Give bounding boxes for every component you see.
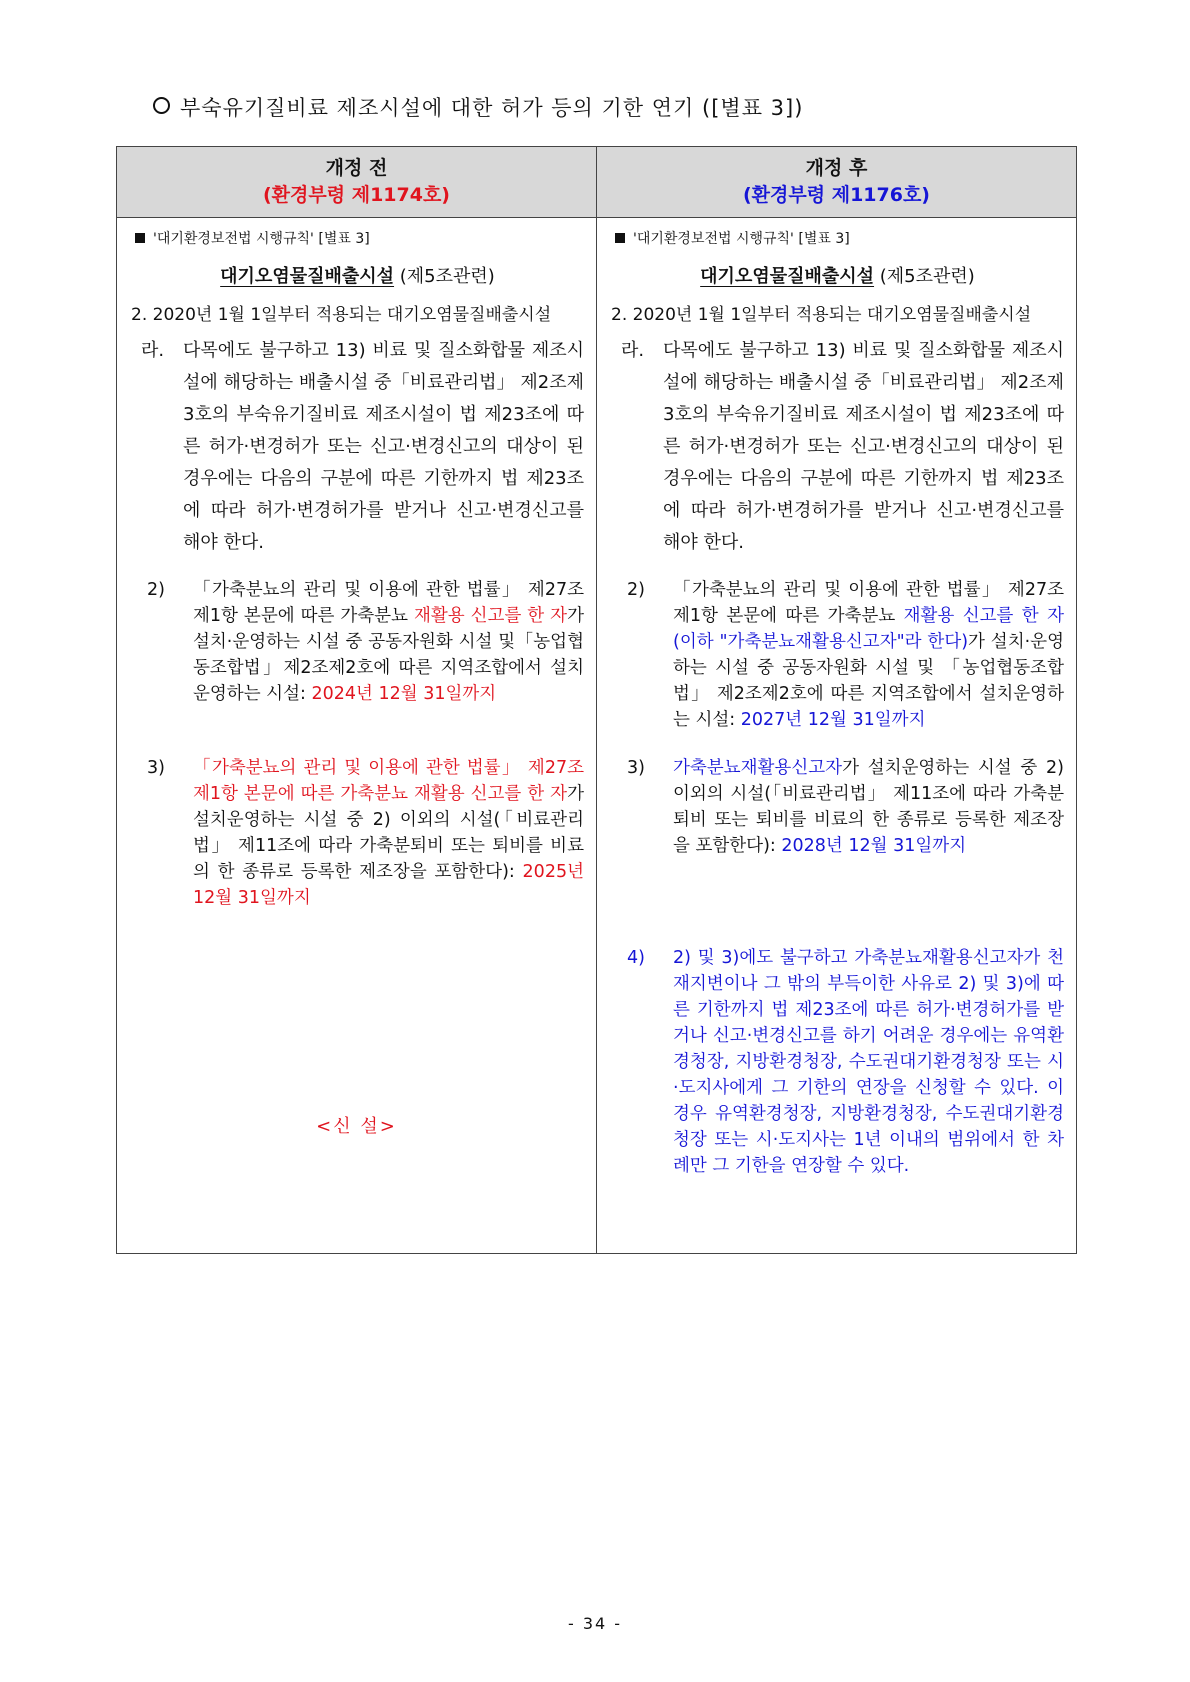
subitem-4: 4) 2) 및 3)에도 불구하고 가축분뇨재활용신고자가 천재지변이나 그 밖의 부득이한 사유로 2) 및 3)에 따른 기한까지 법 제23조에 따른 허가·변경허가를 받거나 신고·변경신고를 하기 어려운 경우에는 유역환경청장, 지방환경청장, 수도권대기환경청장 또는 시·도지사에게 그 기한의 연장을 신청할 수 있다. 이 경우 유역환경청장, 지방환경청장, 수도권대기환경청장 또는 시·도지사는 1년 이내의 범위에서 한 차례만 그 기한을 연장할 수 있다.: [627, 948, 1064, 1176]
header-before-decree: (환경부령 제1174호): [263, 184, 450, 206]
annex-title: 대기오염물질배출시설 (제5조관련): [220, 266, 495, 287]
page-number: - 34 -: [567, 1614, 623, 1633]
header-before: [117, 147, 597, 218]
header-before-title: 개정 전: [325, 157, 388, 179]
new-provision-marker: <신 설>: [316, 1116, 397, 1137]
subitem-3: 3) 「가축분뇨의 관리 및 이용에 관한 법률」 제27조제1항 본문에 따른 가축분뇨 재활용 신고를 한 자가 설치운영하는 시설 중 2) 이외의 시설(「비료관리법」 제11조에 따라 가축분퇴비 또는 퇴비를 비료의 한 종류로 등록한 제조장을 포함한다): 2025년 12월 31일까지: [147, 758, 584, 908]
paragraph-ra: 라. 다목에도 불구하고 13) 비료 및 질소화합물 제조시설에 해당하는 배출시설 중「비료관리법」 제2조제3호의 부숙유기질비료 제조시설이 법 제23조에 따른 허가·변경허가 또는 신고·변경신고의 대상이 된 경우에는 다음의 구분에 따른 기한까지 법 제23조에 따라 허가·변경허가를 받거나 신고·변경신고를 해야 한다.: [621, 340, 1064, 553]
item-2: 2. 2020년 1월 1일부터 적용되는 대기오염물질배출시설: [611, 305, 1032, 325]
source-note: '대기환경보전법 시행규칙' [별표 3]: [135, 228, 584, 248]
paragraph-ra: 라. 다목에도 불구하고 13) 비료 및 질소화합물 제조시설에 해당하는 배출시설 중「비료관리법」 제2조제3호의 부숙유기질비료 제조시설이 법 제23조에 따른 허가·변경허가 또는 신고·변경신고의 대상이 된 경우에는 다음의 구분에 따른 기한까지 법 제23조에 따라 허가·변경허가를 받거나 신고·변경신고를 해야 한다.: [141, 340, 584, 553]
header-after-title: 개정 후: [805, 157, 868, 179]
section-heading: [153, 92, 803, 122]
subitem-3: 3) 가축분뇨재활용신고자가 설치운영하는 시설 중 2) 이외의 시설(「비료관리법」 제11조에 따라 가축분퇴비 또는 퇴비를 비료의 한 종류로 등록한 제조장을 포함한다): 2028년 12월 31일까지: [627, 758, 1064, 856]
comparison-table: [116, 146, 1077, 1254]
circle-bullet-icon: [153, 97, 170, 114]
square-bullet-icon: [135, 233, 145, 243]
header-after-decree: (환경부령 제1176호): [743, 184, 930, 206]
cell-after: [597, 218, 1077, 1254]
cell-before: [117, 218, 597, 1254]
square-bullet-icon: [615, 233, 625, 243]
source-note: '대기환경보전법 시행규칙' [별표 3]: [615, 228, 1064, 248]
header-after: [597, 147, 1077, 218]
item-2: 2. 2020년 1월 1일부터 적용되는 대기오염물질배출시설: [131, 305, 552, 325]
subitem-2: 2) 「가축분뇨의 관리 및 이용에 관한 법률」 제27조제1항 본문에 따른 가축분뇨 재활용 신고를 한 자(이하 "가축분뇨재활용신고자"라 한다)가 설치·운영하는 시설 중 공동자원화 시설 및 「농업협동조합법」 제2조제2호에 따른 지역조합에서 설치운영하는 시설: 2027년 12월 31일까지: [627, 580, 1064, 730]
annex-title: 대기오염물질배출시설 (제5조관련): [700, 266, 975, 287]
subitem-2: 2) 「가축분뇨의 관리 및 이용에 관한 법률」 제27조제1항 본문에 따른 가축분뇨 재활용 신고를 한 자가 설치·운영하는 시설 중 공동자원화 시설 및「농업협동조합법」제2조제2호에 따른 지역조합에서 설치운영하는 시설: 2024년 12월 31일까지: [147, 580, 584, 704]
heading-text: 부숙유기질비료 제조시설에 대한 허가 등의 기한 연기 ([별표 3]): [180, 96, 804, 120]
